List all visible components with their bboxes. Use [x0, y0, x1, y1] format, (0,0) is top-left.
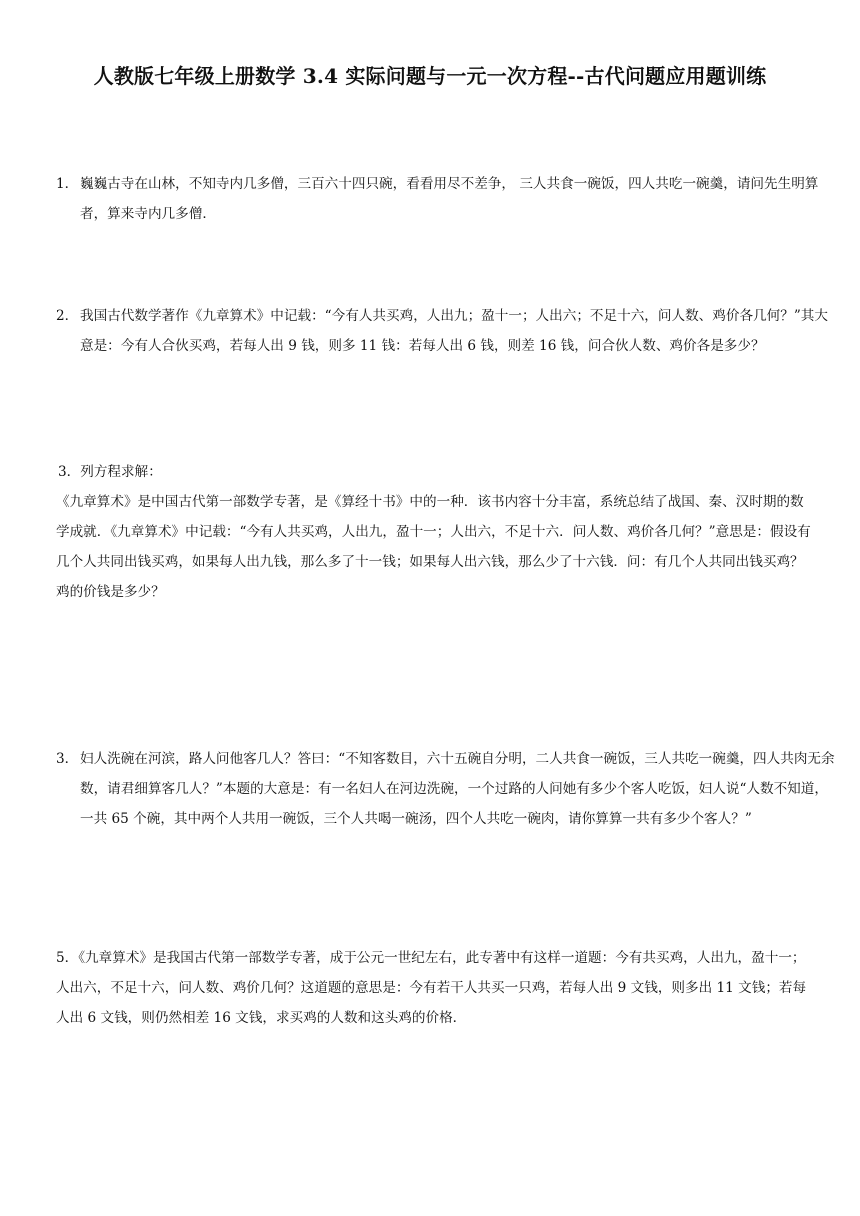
problem-3 [56, 457, 812, 607]
problem-1 [56, 169, 836, 229]
page-title: 人教版七年级上册数学 3.4 实际问题与一元一次方程--古代问题应用题训练 [93, 64, 767, 88]
problem-text: 《九章算术》是我国古代第一部数学专著，成于公元一世纪左右，此专著中有这样一道题：今有共买鸡，人出九，盈十一；人出六，不足十六，问人数、鸡价几何？这道题的意思是：今有若干人共买一只鸡，若每人出 9 文钱，则多出 11 文钱；若每人出 6 文钱，则仍然相差 16 文钱，求买鸡的人数和这头鸡的价格． [56, 950, 807, 1026]
problem-2 [56, 301, 836, 361]
problem-text: 巍巍古寺在山林，不知寺内几多僧，三百六十四只碗，看看用尽不差争， 三人共食一碗饭，四人共吃一碗羹，请问先生明算者，算来寺内几多僧． [80, 176, 819, 222]
problem-5 [56, 943, 812, 1033]
problem-number: 5． [56, 950, 79, 966]
problem-text: 我国古代数学著作《九章算术》中记载：“今有人共买鸡，人出九；盈十一；人出六；不足十六，问人数、鸡价各几何？”其大意是：今有人合伙买鸡，若每人出 9 钱，则多 11 钱：若每人出 6 钱，则差 16 钱，问合伙人数、鸡价各是多少？ [80, 308, 828, 354]
problem-heading [56, 457, 812, 487]
problem-text: 妇人洗碗在河滨，路人问他客几人？答曰：“不知客数目，六十五碗自分明，二人共食一碗饭，三人共吃一碗羹，四人共肉无余数，请君细算客几人？”本题的大意是：有一名妇人在河边洗碗，一个过路的人问她有多少个客人吃饭，妇人说“人数不知道，一共 65 个碗，其中两个人共用一碗饭，三个人共喝一碗汤，四个人共吃一碗肉，请你算算一共有多少个客人？” [80, 751, 835, 827]
problem-heading-text: 列方程求解： [80, 464, 162, 480]
problem-number: 1． [56, 176, 79, 192]
problem-4 [56, 744, 836, 834]
problem-number: 3． [58, 464, 81, 480]
problem-number: 3． [56, 751, 79, 767]
problem-number: 2． [56, 308, 79, 324]
problem-text: 《九章算术》是中国古代第一部数学专著，是《算经十书》中的一种．该书内容十分丰富，系统总结了战国、秦、汉时期的数学成就．《九章算术》中记载：“今有人共买鸡，人出九，盈十一；人出六，不足十六．问人数、鸡价各几何？”意思是：假设有几个人共同出钱买鸡，如果每人出九钱，那么多了十一钱；如果每人出六钱，那么少了十六钱．问：有几个人共同出钱买鸡？鸡的价钱是多少？ [56, 494, 811, 600]
